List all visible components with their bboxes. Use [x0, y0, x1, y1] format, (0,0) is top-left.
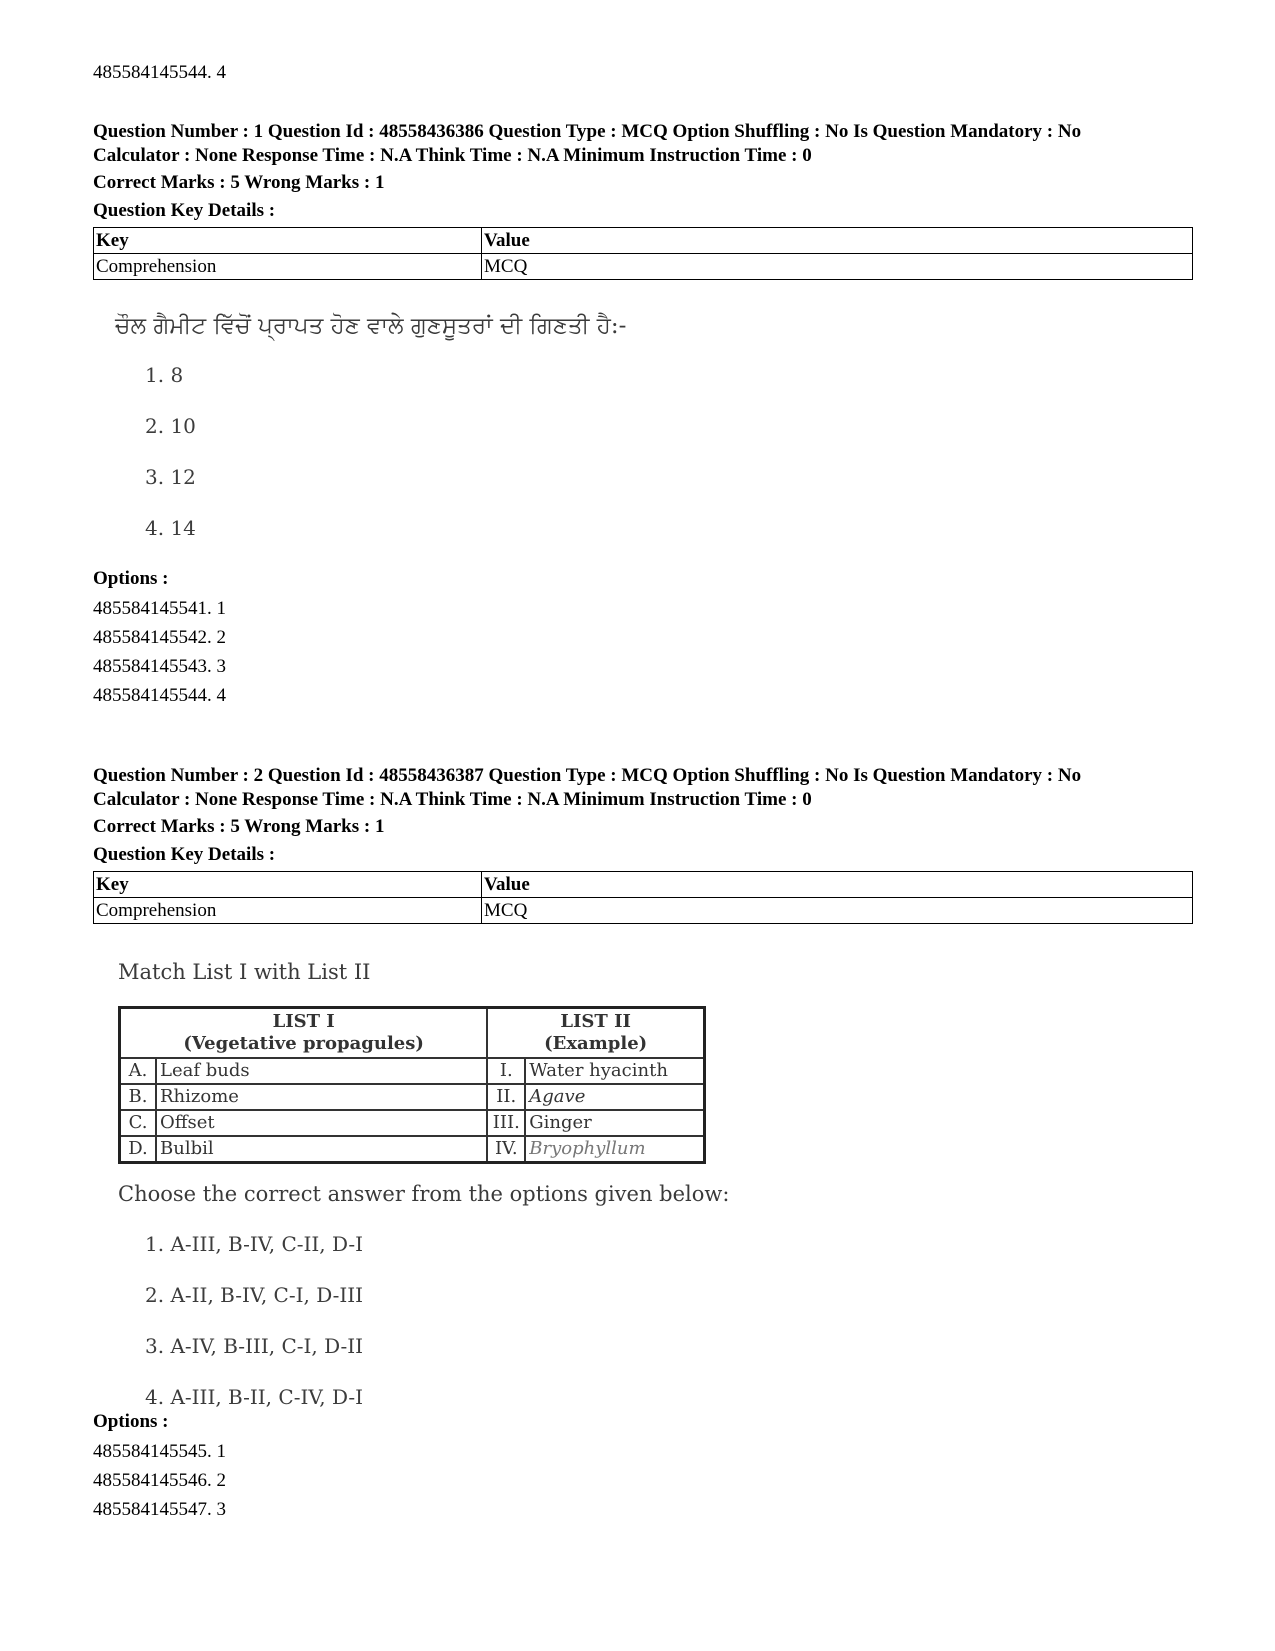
key-details-label: Question Key Details :	[93, 844, 276, 865]
list2-numeral: I.	[487, 1058, 525, 1084]
value-cell: MCQ	[482, 254, 1193, 280]
value-cell: MCQ	[482, 898, 1193, 924]
list1-subtitle: (Vegetative propagules)	[183, 1033, 424, 1054]
list1-header	[120, 1008, 488, 1059]
list1-title: LIST I	[272, 1011, 335, 1032]
image-option-2: 2. 10	[145, 414, 196, 438]
options-section	[93, 1411, 226, 1524]
list1-item: Offset	[156, 1110, 487, 1136]
table-row	[120, 1110, 705, 1136]
options-label: Options :	[93, 1411, 169, 1432]
list2-item: Agave	[525, 1084, 704, 1110]
question-text: Match List I with List II	[118, 960, 371, 984]
table-row	[120, 1136, 705, 1163]
table-row	[120, 1084, 705, 1110]
value-header-cell: Value	[482, 872, 1193, 898]
list1-letter: A.	[120, 1058, 157, 1084]
key-cell: Comprehension	[94, 254, 482, 280]
list1-item: Bulbil	[156, 1136, 487, 1163]
image-option-3: 3. 12	[145, 465, 196, 489]
image-option-4: 4. 14	[145, 516, 196, 540]
list1-letter: C.	[120, 1110, 157, 1136]
image-option-2: 2. A-II, B-IV, C-I, D-III	[145, 1283, 364, 1307]
key-cell: Comprehension	[94, 898, 482, 924]
list2-numeral: II.	[487, 1084, 525, 1110]
list1-letter: D.	[120, 1136, 157, 1163]
option-item: 485584145546. 2	[93, 1470, 226, 1491]
question-text: ਚੌਲ ਗੈਮੀਟ ਵਿੱਚੋਂ ਪ੍ਰਾਪਤ ਹੋਣ ਵਾਲੇ ਗੁਣਸੂਤਰਾਂ ਦੀ ਗਿਣਤੀ ਹੈ:-	[115, 313, 627, 339]
list2-numeral: III.	[487, 1110, 525, 1136]
question-block-2	[93, 764, 1193, 1520]
key-details-table	[93, 227, 1193, 280]
list1-item: Leaf buds	[156, 1058, 487, 1084]
question-header-line1: Question Number : 2 Question Id : 48558436387 Question Type : MCQ Option Shuffling : No Is Question Mandatory : No	[93, 765, 1082, 786]
value-header-cell: Value	[482, 228, 1193, 254]
list2-subtitle: (Example)	[544, 1033, 648, 1054]
list2-numeral: IV.	[487, 1136, 525, 1163]
key-header-cell: Key	[94, 228, 482, 254]
option-item: 485584145543. 3	[93, 656, 226, 677]
list2-item: Ginger	[525, 1110, 704, 1136]
list1-item: Rhizome	[156, 1084, 487, 1110]
image-option-3: 3. A-IV, B-III, C-I, D-II	[145, 1334, 364, 1358]
list2-title: LIST II	[560, 1011, 631, 1032]
question-header-line2: Calculator : None Response Time : N.A Think Time : N.A Minimum Instruction Time : 0	[93, 789, 812, 810]
options-label: Options :	[93, 568, 169, 589]
marks-line: Correct Marks : 5 Wrong Marks : 1	[93, 172, 385, 193]
image-option-1: 1. 8	[145, 363, 184, 387]
list2-header	[487, 1008, 704, 1059]
list1-letter: B.	[120, 1084, 157, 1110]
options-section	[93, 568, 226, 710]
option-item: 485584145541. 1	[93, 598, 226, 619]
image-option-4: 4. A-III, B-II, C-IV, D-I	[145, 1385, 364, 1409]
choose-instruction: Choose the correct answer from the options given below:	[118, 1182, 730, 1206]
key-details-label: Question Key Details :	[93, 200, 276, 221]
option-item: 485584145544. 4	[93, 685, 226, 706]
image-option-1: 1. A-III, B-IV, C-II, D-I	[145, 1232, 364, 1256]
key-details-table	[93, 871, 1193, 924]
table-row	[120, 1058, 705, 1084]
option-item: 485584145547. 3	[93, 1499, 226, 1520]
option-item: 485584145545. 1	[93, 1441, 226, 1462]
marks-line: Correct Marks : 5 Wrong Marks : 1	[93, 816, 385, 837]
previous-option-line: 485584145544. 4	[93, 62, 226, 83]
question-block-1	[93, 120, 1193, 706]
option-item: 485584145542. 2	[93, 627, 226, 648]
key-header-cell: Key	[94, 872, 482, 898]
list2-item: Bryophyllum	[525, 1136, 704, 1163]
list2-item: Water hyacinth	[525, 1058, 704, 1084]
question-header-line1: Question Number : 1 Question Id : 48558436386 Question Type : MCQ Option Shuffling : No Is Question Mandatory : No	[93, 121, 1082, 142]
question-header-line2: Calculator : None Response Time : N.A Think Time : N.A Minimum Instruction Time : 0	[93, 145, 812, 166]
match-list-table	[118, 1006, 706, 1164]
